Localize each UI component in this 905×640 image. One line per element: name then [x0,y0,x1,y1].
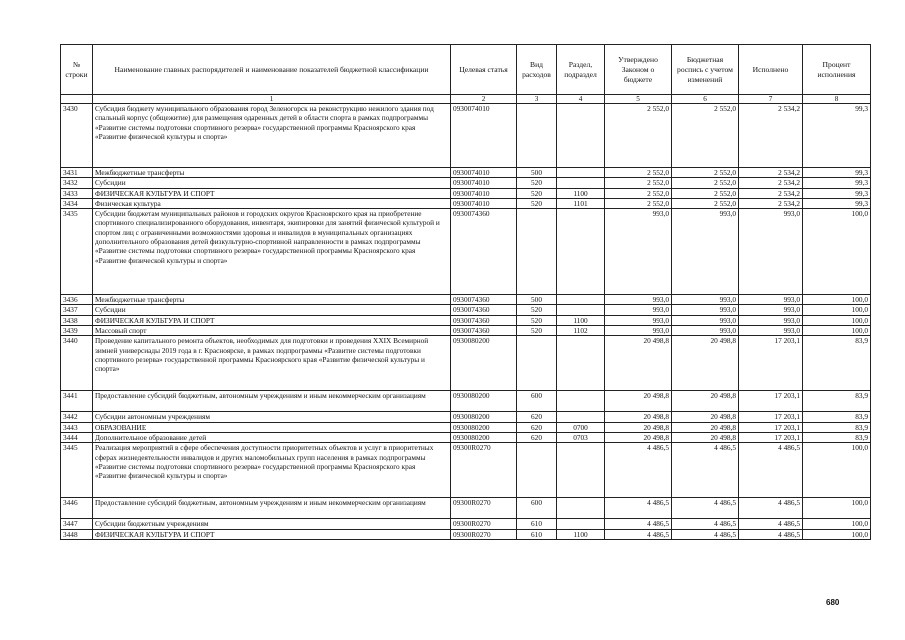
page-number: 680 [826,598,840,607]
row-number: 3438 [61,315,93,325]
row-target-code: 09300R0270 [451,529,517,539]
row-expense-type: 500 [517,295,557,305]
row-name: Субсидии автономным учреждениям [93,412,451,422]
row-section: 1102 [557,326,605,336]
row-percent: 99,3 [803,178,871,188]
row-number: 3448 [61,529,93,539]
row-schedule: 20 498,8 [672,412,739,422]
row-expense-type: 520 [517,188,557,198]
row-target-code: 0930080200 [451,422,517,432]
row-number: 3431 [61,168,93,178]
row-schedule: 4 486,5 [672,498,739,519]
row-section: 0703 [557,432,605,442]
row-section: 0700 [557,422,605,432]
table-row [61,168,871,178]
row-number: 3439 [61,326,93,336]
row-number: 3432 [61,178,93,188]
row-number: 3446 [61,498,93,519]
row-percent: 100,0 [803,305,871,315]
row-schedule: 993,0 [672,315,739,325]
row-executed: 17 203,1 [739,422,803,432]
column-number: 2 [451,95,517,104]
row-executed: 17 203,1 [739,336,803,391]
row-approved: 993,0 [605,315,672,325]
row-section [557,336,605,391]
row-schedule: 2 552,0 [672,198,739,208]
row-section [557,305,605,315]
row-expense-type: 520 [517,178,557,188]
row-number: 3447 [61,519,93,529]
row-expense-type: 520 [517,198,557,208]
row-target-code: 0930074360 [451,209,517,295]
row-section: 1100 [557,315,605,325]
row-name: Субсидии бюджетам муниципальных районов и городских округов Красноярского края на приобретение спортивного специализированного оборудования, инвентаря, экипировки для занятий физической культурой и спортом лиц с ограниченными возможностями здоровья и инвалидов в муниципальных организациях дополнительного образования детей физкультурно-спортивной направленности в рамках подпрограммы «Развитие системы подготовки спортивного резерва» государственной программы Красноярского края «Развитие физической культуры и спорта» [93,209,451,295]
row-percent: 83,9 [803,432,871,442]
row-schedule: 2 552,0 [672,104,739,168]
row-approved: 2 552,0 [605,104,672,168]
row-approved: 20 498,8 [605,391,672,412]
table-row [61,498,871,519]
row-section [557,498,605,519]
row-percent: 83,9 [803,422,871,432]
row-target-code: 0930080200 [451,336,517,391]
row-expense-type [517,443,557,498]
row-approved: 20 498,8 [605,336,672,391]
row-expense-type [517,104,557,168]
table-row [61,391,871,412]
row-name: Субсидии [93,178,451,188]
row-name: ФИЗИЧЕСКАЯ КУЛЬТУРА И СПОРТ [93,529,451,539]
row-percent: 100,0 [803,315,871,325]
table-row [61,198,871,208]
row-target-code: 0930080200 [451,432,517,442]
row-schedule: 20 498,8 [672,422,739,432]
row-target-code: 0930080200 [451,391,517,412]
row-expense-type: 520 [517,326,557,336]
row-number: 3441 [61,391,93,412]
row-schedule: 993,0 [672,295,739,305]
row-expense-type: 610 [517,529,557,539]
row-name: ОБРАЗОВАНИЕ [93,422,451,432]
row-name: Субсидии бюджетным учреждениям [93,519,451,529]
row-percent: 99,3 [803,188,871,198]
row-expense-type: 620 [517,432,557,442]
row-section [557,104,605,168]
header-name: Наименование главных распорядителей и наименование показателей бюджетной классификации [93,45,451,95]
row-expense-type: 600 [517,391,557,412]
row-number: 3430 [61,104,93,168]
header-approved: Утверждено Законом о бюджете [605,45,672,95]
row-name: ФИЗИЧЕСКАЯ КУЛЬТУРА И СПОРТ [93,315,451,325]
table-row [61,529,871,539]
row-target-code: 0930074360 [451,315,517,325]
row-section [557,178,605,188]
row-number: 3444 [61,432,93,442]
row-executed: 993,0 [739,326,803,336]
row-executed: 2 534,2 [739,198,803,208]
table-row [61,209,871,295]
table-row [61,295,871,305]
row-target-code: 09300R0270 [451,498,517,519]
row-approved: 4 486,5 [605,529,672,539]
row-percent: 100,0 [803,295,871,305]
row-name: Предоставление субсидий бюджетным, автономным учреждениям и иным некоммерческим организациям [93,391,451,412]
row-section [557,412,605,422]
row-section: 1100 [557,529,605,539]
row-target-code: 09300R0270 [451,519,517,529]
row-expense-type: 620 [517,412,557,422]
row-executed: 4 486,5 [739,498,803,519]
table-row [61,315,871,325]
row-target-code: 0930080200 [451,412,517,422]
table-row [61,178,871,188]
header-schedule: Бюджетная роспись с учетом изменений [672,45,739,95]
row-target-code: 0930074010 [451,188,517,198]
row-percent: 83,9 [803,336,871,391]
row-section: 1101 [557,198,605,208]
table-row [61,326,871,336]
row-schedule: 993,0 [672,209,739,295]
header-percent: Процент исполнения [803,45,871,95]
row-schedule: 2 552,0 [672,188,739,198]
row-expense-type: 520 [517,305,557,315]
row-percent: 99,3 [803,104,871,168]
row-approved: 2 552,0 [605,178,672,188]
row-section [557,391,605,412]
row-percent: 99,3 [803,198,871,208]
row-target-code: 0930074360 [451,295,517,305]
row-number: 3434 [61,198,93,208]
row-percent: 100,0 [803,209,871,295]
table-row [61,422,871,432]
column-number: 6 [672,95,739,104]
row-number: 3437 [61,305,93,315]
row-name: Проведение капитального ремонта объектов, необходимых для подготовки и проведения XXIX Всемирной зимней универсиады 2019 года в г. Красноярске, в рамках подпрограммы «Развитие системы подготовки спортивного резерва» государственной программы Красноярского края «Развитие физической культуры и спорта» [93,336,451,391]
row-expense-type: 600 [517,498,557,519]
row-schedule: 4 486,5 [672,519,739,529]
table-row [61,305,871,315]
row-target-code: 0930074010 [451,168,517,178]
row-percent: 83,9 [803,391,871,412]
row-schedule: 20 498,8 [672,336,739,391]
row-percent: 99,3 [803,168,871,178]
row-approved: 2 552,0 [605,188,672,198]
row-percent: 100,0 [803,529,871,539]
row-number: 3445 [61,443,93,498]
row-approved: 20 498,8 [605,422,672,432]
row-target-code: 0930074010 [451,198,517,208]
row-name: Субсидии [93,305,451,315]
row-executed: 993,0 [739,295,803,305]
row-name: Межбюджетные трансферты [93,295,451,305]
table-row [61,412,871,422]
row-name: Субсидия бюджету муниципального образования город Зеленогорск на реконструкцию нежилого здания под спальный корпус (общежитие) для размещения одаренных детей в области спорта в рамках подпрограммы «Развитие системы подготовки спортивного резерва» государственной программы Красноярского края «Развитие физической культуры и спорта» [93,104,451,168]
column-number: 4 [557,95,605,104]
row-executed: 993,0 [739,209,803,295]
row-executed: 4 486,5 [739,529,803,539]
row-schedule: 2 552,0 [672,178,739,188]
column-number: 3 [517,95,557,104]
column-number: 7 [739,95,803,104]
column-number [61,95,93,104]
row-expense-type [517,336,557,391]
row-percent: 83,9 [803,412,871,422]
column-number: 5 [605,95,672,104]
row-approved: 993,0 [605,326,672,336]
row-schedule: 2 552,0 [672,168,739,178]
row-section [557,295,605,305]
table-row [61,432,871,442]
row-target-code: 0930074010 [451,178,517,188]
row-executed: 2 534,2 [739,188,803,198]
budget-execution-table [60,44,871,540]
row-name: Межбюджетные трансферты [93,168,451,178]
row-schedule: 4 486,5 [672,529,739,539]
table-row [61,104,871,168]
row-executed: 993,0 [739,315,803,325]
row-number: 3436 [61,295,93,305]
row-section [557,519,605,529]
table-row [61,188,871,198]
header-target: Целевая статья [451,45,517,95]
row-name: Реализация мероприятий в сфере обеспечения доступности приоритетных объектов и услуг в приоритетных сферах жизнедеятельности инвалидов и других маломобильных групп населения в рамках подпрограммы «Развитие системы подготовки спортивного резерва» государственной программы Красноярского края «Развитие физической культуры и спорта» [93,443,451,498]
row-section: 1100 [557,188,605,198]
row-percent: 100,0 [803,519,871,529]
table-row [61,336,871,391]
row-expense-type: 520 [517,315,557,325]
column-number: 1 [93,95,451,104]
row-approved: 993,0 [605,209,672,295]
header-executed: Исполнено [739,45,803,95]
row-approved: 20 498,8 [605,432,672,442]
header-row-no: № строки [61,45,93,95]
row-approved: 4 486,5 [605,519,672,529]
row-section [557,443,605,498]
row-expense-type: 500 [517,168,557,178]
row-number: 3433 [61,188,93,198]
row-target-code: 0930074360 [451,326,517,336]
row-executed: 17 203,1 [739,412,803,422]
row-name: Физическая культура [93,198,451,208]
row-expense-type: 610 [517,519,557,529]
row-number: 3442 [61,412,93,422]
row-approved: 4 486,5 [605,498,672,519]
header-razdel: Раздел, подраздел [557,45,605,95]
row-name: Дополнительное образование детей [93,432,451,442]
row-executed: 2 534,2 [739,104,803,168]
row-name: ФИЗИЧЕСКАЯ КУЛЬТУРА И СПОРТ [93,188,451,198]
row-schedule: 20 498,8 [672,391,739,412]
row-executed: 2 534,2 [739,168,803,178]
row-executed: 4 486,5 [739,443,803,498]
header-vid: Вид расходов [517,45,557,95]
row-approved: 20 498,8 [605,412,672,422]
row-approved: 2 552,0 [605,168,672,178]
table-row [61,519,871,529]
row-executed: 17 203,1 [739,432,803,442]
row-name: Массовый спорт [93,326,451,336]
row-number: 3443 [61,422,93,432]
row-executed: 4 486,5 [739,519,803,529]
row-number: 3435 [61,209,93,295]
row-executed: 993,0 [739,305,803,315]
row-target-code: 0930074010 [451,104,517,168]
row-percent: 100,0 [803,326,871,336]
row-target-code: 09300R0270 [451,443,517,498]
row-approved: 4 486,5 [605,443,672,498]
row-expense-type [517,209,557,295]
row-approved: 2 552,0 [605,198,672,208]
row-target-code: 0930074360 [451,305,517,315]
row-schedule: 993,0 [672,305,739,315]
header-row [61,45,871,95]
row-approved: 993,0 [605,305,672,315]
table-row [61,443,871,498]
row-percent: 100,0 [803,443,871,498]
row-schedule: 20 498,8 [672,432,739,442]
column-number: 8 [803,95,871,104]
row-executed: 17 203,1 [739,391,803,412]
row-expense-type: 620 [517,422,557,432]
table-body [61,104,871,540]
row-schedule: 993,0 [672,326,739,336]
column-number-row [61,95,871,104]
row-section [557,209,605,295]
row-name: Предоставление субсидий бюджетным, автономным учреждениям и иным некоммерческим организациям [93,498,451,519]
row-percent: 100,0 [803,498,871,519]
row-executed: 2 534,2 [739,178,803,188]
row-schedule: 4 486,5 [672,443,739,498]
row-number: 3440 [61,336,93,391]
row-section [557,168,605,178]
row-approved: 993,0 [605,295,672,305]
